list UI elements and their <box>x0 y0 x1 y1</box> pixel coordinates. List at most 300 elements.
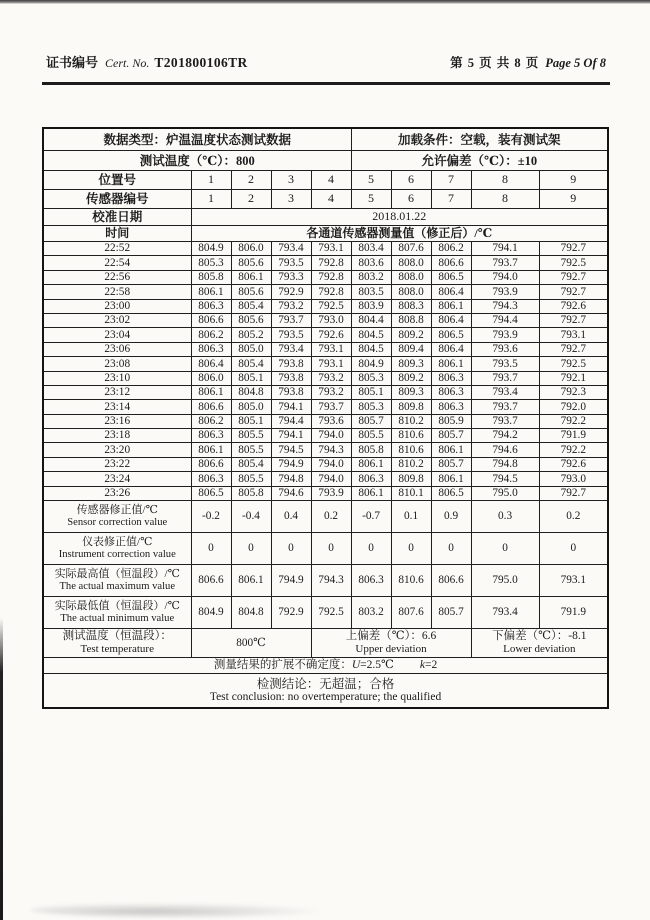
reading-value: 808.3 <box>391 299 431 313</box>
reading-value: 793.4 <box>471 385 539 399</box>
reading-value: 794.4 <box>271 414 311 428</box>
reading-value: 806.3 <box>431 400 471 414</box>
reading-row <box>43 285 608 299</box>
actual-minimum-value: 804.8 <box>231 597 271 629</box>
reading-value: 805.9 <box>431 414 471 428</box>
reading-value: 793.7 <box>271 313 311 327</box>
reading-value: 792.1 <box>539 371 608 385</box>
channel-header-cell: 各通道传感器测量值（修正后）/℃ <box>191 226 608 242</box>
page-info-zh: 第 5 页 共 8 页 <box>450 56 540 70</box>
conclusion-zh: 检测结论：无超温；合格 <box>256 677 395 692</box>
reading-value: 805.6 <box>231 313 271 327</box>
reading-time: 23:24 <box>43 472 191 486</box>
reading-value: 805.7 <box>351 414 391 428</box>
reading-value: 805.5 <box>231 472 271 486</box>
sensor-correction-value: 0.2 <box>539 501 608 533</box>
instrument-correction-value: 0 <box>191 533 231 565</box>
scan-left-edge-artifact <box>0 618 3 920</box>
sensor-correction-value: -0.2 <box>191 501 231 533</box>
position-number: 8 <box>471 171 539 190</box>
reading-value: 794.5 <box>271 443 311 457</box>
reading-time: 23:02 <box>43 313 191 327</box>
reading-value: 794.8 <box>471 457 539 471</box>
uncertainty-cell: 测量结果的扩展不确定度：U=2.5℃ k=2 <box>43 658 608 674</box>
sensor-correction-value: 0.1 <box>391 501 431 533</box>
reading-value: 806.3 <box>351 472 391 486</box>
reading-value: 806.3 <box>191 429 231 443</box>
reading-row <box>43 342 608 356</box>
reading-value: 809.8 <box>391 400 431 414</box>
reading-value: 809.3 <box>391 357 431 371</box>
reading-row <box>43 270 608 284</box>
reading-value: 806.5 <box>431 328 471 342</box>
actual-minimum-row <box>43 597 608 629</box>
reading-value: 805.0 <box>231 342 271 356</box>
reading-value: 808.0 <box>391 256 431 270</box>
reading-row <box>43 256 608 270</box>
reading-value: 792.9 <box>271 285 311 299</box>
position-number: 7 <box>431 171 471 190</box>
test-temperature-row <box>43 151 608 171</box>
actual-maximum-row <box>43 565 608 597</box>
reading-value: 794.2 <box>471 429 539 443</box>
sensor-correction-value: -0.4 <box>231 501 271 533</box>
footer-test-temp-value: 800℃ <box>191 629 311 658</box>
scan-bottom-smudge-artifact <box>30 903 330 917</box>
reading-row <box>43 443 608 457</box>
instrument-correction-value: 0 <box>231 533 271 565</box>
reading-value: 793.4 <box>271 342 311 356</box>
sensor-number: 9 <box>539 190 608 209</box>
calibration-date-value: 2018.01.22 <box>191 209 608 226</box>
reading-value: 806.6 <box>191 313 231 327</box>
reading-value: 792.6 <box>539 299 608 313</box>
position-number: 4 <box>311 171 351 190</box>
reading-value: 805.8 <box>351 443 391 457</box>
reading-value: 806.6 <box>191 457 231 471</box>
reading-value: 791.9 <box>539 429 608 443</box>
cert-label-zh: 证书编号 <box>46 55 99 70</box>
position-number: 5 <box>351 171 391 190</box>
reading-value: 805.8 <box>191 270 231 284</box>
reading-value: 793.7 <box>471 400 539 414</box>
reading-value: 792.5 <box>539 256 608 270</box>
reading-value: 793.0 <box>539 472 608 486</box>
reading-value: 794.4 <box>471 313 539 327</box>
reading-value: 803.5 <box>351 285 391 299</box>
sensor-number: 6 <box>391 190 431 209</box>
position-number: 6 <box>391 171 431 190</box>
reading-value: 793.2 <box>271 299 311 313</box>
reading-value: 793.7 <box>311 400 351 414</box>
reading-value: 793.9 <box>471 285 539 299</box>
reading-value: 794.0 <box>311 472 351 486</box>
sensor-correction-label: 传感器修正值/℃ Sensor correction value <box>43 501 191 533</box>
reading-value: 805.7 <box>431 429 471 443</box>
reading-value: 792.8 <box>311 285 351 299</box>
reading-value: 806.5 <box>431 486 471 500</box>
reading-value: 792.8 <box>311 270 351 284</box>
reading-time: 22:58 <box>43 285 191 299</box>
reading-value: 794.8 <box>271 472 311 486</box>
conclusion-row <box>43 674 608 709</box>
actual-maximum-value: 794.9 <box>271 565 311 597</box>
reading-value: 792.8 <box>311 256 351 270</box>
reading-value: 805.4 <box>231 299 271 313</box>
reading-row <box>43 328 608 342</box>
actual-minimum-value: 803.2 <box>351 597 391 629</box>
reading-time: 23:04 <box>43 328 191 342</box>
reading-value: 810.2 <box>391 414 431 428</box>
reading-time: 23:14 <box>43 400 191 414</box>
reading-value: 806.3 <box>191 299 231 313</box>
reading-value: 793.8 <box>271 385 311 399</box>
sensor-number: 8 <box>471 190 539 209</box>
reading-value: 804.8 <box>231 385 271 399</box>
reading-value: 805.5 <box>231 429 271 443</box>
time-header-row <box>43 226 608 242</box>
reading-value: 806.1 <box>431 443 471 457</box>
sensor-correction-value: 0.9 <box>431 501 471 533</box>
reading-value: 809.2 <box>391 328 431 342</box>
actual-maximum-value: 793.1 <box>539 565 608 597</box>
reading-value: 806.4 <box>431 342 471 356</box>
reading-value: 794.3 <box>471 299 539 313</box>
instrument-correction-value: 0 <box>271 533 311 565</box>
header-rule <box>42 82 610 85</box>
actual-maximum-value: 806.6 <box>431 565 471 597</box>
reading-value: 793.0 <box>311 313 351 327</box>
reading-time: 23:12 <box>43 385 191 399</box>
reading-value: 792.0 <box>539 400 608 414</box>
reading-value: 805.5 <box>351 429 391 443</box>
reading-value: 806.1 <box>191 285 231 299</box>
sensor-row <box>43 190 608 209</box>
data-type-row <box>43 128 608 151</box>
sensor-number: 4 <box>311 190 351 209</box>
reading-value: 793.9 <box>471 328 539 342</box>
reading-value: 803.4 <box>351 242 391 256</box>
uncertainty-row <box>43 658 608 674</box>
reading-value: 793.1 <box>311 357 351 371</box>
position-number: 1 <box>191 171 231 190</box>
actual-minimum-label: 实际最低值（恒温段）/℃ The actual minimum value <box>43 597 191 629</box>
reading-time: 23:16 <box>43 414 191 428</box>
actual-minimum-value: 792.9 <box>271 597 311 629</box>
actual-minimum-value: 791.9 <box>539 597 608 629</box>
reading-value: 805.1 <box>231 371 271 385</box>
reading-value: 794.1 <box>271 400 311 414</box>
table-footer-rows <box>43 629 608 709</box>
page-info-en: Page 5 Of 8 <box>545 56 606 70</box>
reading-value: 807.6 <box>391 242 431 256</box>
reading-value: 793.5 <box>271 328 311 342</box>
reading-value: 806.2 <box>191 414 231 428</box>
reading-value: 805.2 <box>231 328 271 342</box>
instrument-correction-value: 0 <box>431 533 471 565</box>
reading-value: 806.0 <box>191 371 231 385</box>
reading-value: 793.2 <box>311 371 351 385</box>
reading-value: 792.7 <box>539 270 608 284</box>
reading-row <box>43 242 608 256</box>
instrument-correction-value: 0 <box>471 533 539 565</box>
reading-value: 809.3 <box>391 385 431 399</box>
reading-value: 792.5 <box>311 299 351 313</box>
reading-value: 793.6 <box>471 342 539 356</box>
reading-value: 792.5 <box>539 357 608 371</box>
reading-value: 805.3 <box>191 256 231 270</box>
reading-value: 793.1 <box>311 242 351 256</box>
actual-minimum-value: 804.9 <box>191 597 231 629</box>
actual-minimum-value: 793.4 <box>471 597 539 629</box>
reading-value: 806.1 <box>191 385 231 399</box>
reading-time: 22:54 <box>43 256 191 270</box>
reading-value: 806.3 <box>431 385 471 399</box>
reading-time: 23:00 <box>43 299 191 313</box>
sensor-correction-value: 0.2 <box>311 501 351 533</box>
reading-value: 793.4 <box>271 242 311 256</box>
reading-value: 793.7 <box>471 371 539 385</box>
reading-value: 805.3 <box>351 371 391 385</box>
reading-value: 793.8 <box>271 371 311 385</box>
reading-value: 806.3 <box>191 472 231 486</box>
reading-row <box>43 429 608 443</box>
reading-value: 806.4 <box>431 285 471 299</box>
reading-value: 793.7 <box>471 414 539 428</box>
reading-time: 23:06 <box>43 342 191 356</box>
sensor-number: 3 <box>271 190 311 209</box>
reading-value: 804.9 <box>351 357 391 371</box>
reading-time: 23:10 <box>43 371 191 385</box>
actual-minimum-value: 807.6 <box>391 597 431 629</box>
position-number: 9 <box>539 171 608 190</box>
reading-value: 806.5 <box>191 486 231 500</box>
instrument-correction-value: 0 <box>311 533 351 565</box>
reading-value: 806.1 <box>351 486 391 500</box>
reading-value: 794.9 <box>271 457 311 471</box>
sensor-label: 传感器编号 <box>43 190 191 209</box>
instrument-correction-value: 0 <box>539 533 608 565</box>
table-head-rows <box>43 128 608 242</box>
certificate-number: T201800106TR <box>154 55 248 70</box>
sensor-correction-value: 0.3 <box>471 501 539 533</box>
reading-value: 808.8 <box>391 313 431 327</box>
reading-value: 793.6 <box>311 414 351 428</box>
actual-maximum-value: 810.6 <box>391 565 431 597</box>
reading-value: 794.0 <box>311 429 351 443</box>
actual-maximum-value: 806.3 <box>351 565 391 597</box>
lower-deviation-cell: 下偏差（℃）：-8.1 Lower deviation <box>471 629 608 658</box>
actual-maximum-value: 806.6 <box>191 565 231 597</box>
reading-row <box>43 299 608 313</box>
reading-value: 805.3 <box>351 400 391 414</box>
reading-value: 806.3 <box>431 371 471 385</box>
sensor-number: 2 <box>231 190 271 209</box>
reading-value: 792.6 <box>311 328 351 342</box>
reading-value: 792.7 <box>539 285 608 299</box>
allowed-deviation-cell: 允许偏差（℃）：±10 <box>351 151 608 171</box>
reading-value: 809.4 <box>391 342 431 356</box>
reading-value: 792.6 <box>539 457 608 471</box>
reading-row <box>43 457 608 471</box>
scan-top-edge-artifact <box>0 0 650 4</box>
test-data-table <box>42 127 609 709</box>
reading-value: 794.1 <box>471 242 539 256</box>
actual-maximum-value: 794.3 <box>311 565 351 597</box>
actual-minimum-value: 805.7 <box>431 597 471 629</box>
reading-value: 810.6 <box>391 429 431 443</box>
reading-value: 806.6 <box>191 400 231 414</box>
reading-time: 22:56 <box>43 270 191 284</box>
conclusion-en: Test conclusion: no overtemperature; the qualified <box>209 691 442 704</box>
reading-row <box>43 371 608 385</box>
time-label: 时间 <box>43 226 191 242</box>
reading-row <box>43 400 608 414</box>
reading-value: 804.9 <box>191 242 231 256</box>
sensor-number: 5 <box>351 190 391 209</box>
reading-value: 795.0 <box>471 486 539 500</box>
sensor-correction-row <box>43 501 608 533</box>
reading-value: 806.4 <box>431 313 471 327</box>
reading-value: 803.6 <box>351 256 391 270</box>
reading-value: 806.2 <box>431 242 471 256</box>
reading-value: 806.3 <box>191 342 231 356</box>
position-number: 2 <box>231 171 271 190</box>
conclusion-cell <box>43 674 608 709</box>
data-type-cell: 数据类型：炉温温度状态测试数据 <box>43 128 351 151</box>
readings-body <box>43 242 608 501</box>
reading-value: 806.1 <box>191 443 231 457</box>
reading-value: 806.6 <box>431 256 471 270</box>
reading-value: 794.0 <box>471 270 539 284</box>
reading-value: 792.7 <box>539 242 608 256</box>
reading-value: 792.2 <box>539 443 608 457</box>
reading-value: 810.2 <box>391 457 431 471</box>
reading-value: 804.5 <box>351 328 391 342</box>
reading-value: 794.6 <box>471 443 539 457</box>
reading-value: 793.3 <box>271 270 311 284</box>
position-label: 位置号 <box>43 171 191 190</box>
reading-value: 808.0 <box>391 285 431 299</box>
sensor-correction-value: 0.4 <box>271 501 311 533</box>
reading-value: 793.1 <box>539 328 608 342</box>
reading-value: 793.2 <box>311 385 351 399</box>
summary-body <box>43 501 608 629</box>
reading-value: 805.4 <box>231 357 271 371</box>
reading-value: 810.1 <box>391 486 431 500</box>
calibration-date-label: 校准日期 <box>43 209 191 226</box>
reading-value: 805.7 <box>431 457 471 471</box>
reading-value: 793.7 <box>471 256 539 270</box>
reading-value: 794.6 <box>271 486 311 500</box>
reading-value: 792.7 <box>539 313 608 327</box>
reading-value: 794.0 <box>311 457 351 471</box>
reading-time: 22:52 <box>43 242 191 256</box>
actual-minimum-value: 792.5 <box>311 597 351 629</box>
sensor-correction-value: -0.7 <box>351 501 391 533</box>
page-header <box>46 52 606 72</box>
instrument-correction-row <box>43 533 608 565</box>
reading-value: 793.9 <box>311 486 351 500</box>
position-row <box>43 171 608 190</box>
certificate-number-block <box>46 52 248 72</box>
reading-value: 810.6 <box>391 443 431 457</box>
calibration-date-row <box>43 209 608 226</box>
reading-value: 794.1 <box>271 429 311 443</box>
reading-value: 806.1 <box>431 472 471 486</box>
reading-value: 805.0 <box>231 400 271 414</box>
reading-value: 806.1 <box>431 357 471 371</box>
reading-value: 793.5 <box>271 256 311 270</box>
reading-value: 805.8 <box>231 486 271 500</box>
reading-value: 806.2 <box>191 328 231 342</box>
reading-value: 792.7 <box>539 342 608 356</box>
reading-value: 806.1 <box>431 299 471 313</box>
reading-value: 806.1 <box>351 457 391 471</box>
reading-time: 23:18 <box>43 429 191 443</box>
reading-value: 804.5 <box>351 342 391 356</box>
reading-row <box>43 472 608 486</box>
reading-value: 805.5 <box>231 443 271 457</box>
footer-test-temp-row <box>43 629 608 658</box>
reading-value: 793.5 <box>471 357 539 371</box>
reading-value: 806.0 <box>231 242 271 256</box>
reading-value: 805.6 <box>231 256 271 270</box>
actual-maximum-label: 实际最高值（恒温段）/℃ The actual maximum value <box>43 565 191 597</box>
instrument-correction-value: 0 <box>391 533 431 565</box>
cert-label-en: Cert. No. <box>105 56 150 70</box>
reading-value: 806.1 <box>231 270 271 284</box>
reading-value: 803.2 <box>351 270 391 284</box>
reading-time: 23:22 <box>43 457 191 471</box>
instrument-correction-value: 0 <box>351 533 391 565</box>
test-temperature-cell: 测试温度（℃）：800 <box>43 151 351 171</box>
reading-value: 792.7 <box>539 486 608 500</box>
reading-value: 809.2 <box>391 371 431 385</box>
page-number-block <box>450 53 606 72</box>
reading-row <box>43 357 608 371</box>
reading-value: 805.6 <box>231 285 271 299</box>
sensor-number: 7 <box>431 190 471 209</box>
reading-value: 794.5 <box>471 472 539 486</box>
instrument-correction-label: 仪表修正值/℃ Instrument correction value <box>43 533 191 565</box>
actual-maximum-value: 806.1 <box>231 565 271 597</box>
reading-value: 805.1 <box>351 385 391 399</box>
reading-value: 804.4 <box>351 313 391 327</box>
reading-value: 793.1 <box>311 342 351 356</box>
reading-value: 805.1 <box>231 414 271 428</box>
reading-value: 794.3 <box>311 443 351 457</box>
reading-value: 792.2 <box>539 414 608 428</box>
reading-value: 803.9 <box>351 299 391 313</box>
sensor-number: 1 <box>191 190 231 209</box>
reading-time: 23:20 <box>43 443 191 457</box>
reading-value: 793.8 <box>271 357 311 371</box>
reading-row <box>43 313 608 327</box>
reading-value: 792.3 <box>539 385 608 399</box>
upper-deviation-cell: 上偏差（℃）：6.6 Upper deviation <box>311 629 471 658</box>
reading-time: 23:26 <box>43 486 191 500</box>
reading-row <box>43 486 608 500</box>
reading-value: 809.8 <box>391 472 431 486</box>
reading-value: 806.4 <box>191 357 231 371</box>
reading-value: 806.5 <box>431 270 471 284</box>
position-number: 3 <box>271 171 311 190</box>
load-condition-cell: 加载条件：空载，装有测试架 <box>351 128 608 151</box>
actual-maximum-value: 795.0 <box>471 565 539 597</box>
reading-time: 23:08 <box>43 357 191 371</box>
reading-row <box>43 414 608 428</box>
